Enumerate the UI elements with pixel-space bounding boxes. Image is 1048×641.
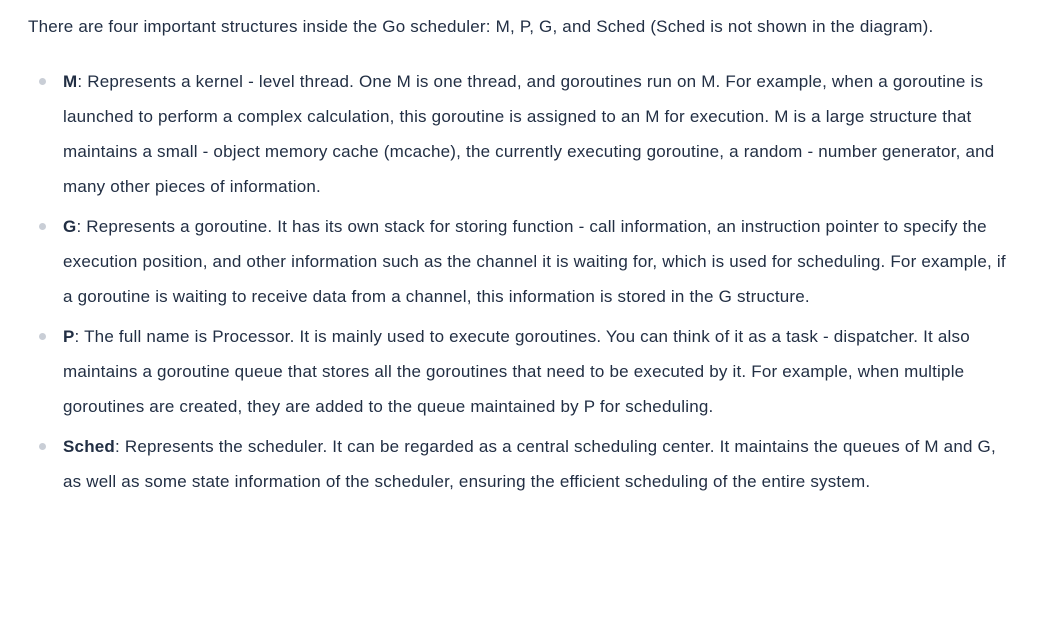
term-label-m: M	[63, 72, 78, 91]
list-item-m	[28, 64, 1012, 204]
bullet-icon	[39, 443, 46, 450]
structures-list	[28, 64, 1012, 499]
term-label-p: P	[63, 327, 75, 346]
item-text-p: : The full name is Processor. It is mainly used to execute goroutines. You can think of it as a task - dispatcher. It also maintains a goroutine queue that stores all the goroutines that need to be executed by it. For example, when multiple goroutines are created, they are added to the queue maintained by P for scheduling.	[63, 327, 970, 416]
term-label-sched: Sched	[63, 437, 116, 456]
list-item-sched	[28, 429, 1012, 499]
term-label-g: G	[63, 217, 77, 236]
item-text-g: : Represents a goroutine. It has its own stack for storing function - call information, an instruction pointer to specify the execution position, and other information such as the channel it is waiting for, which is used for scheduling. For example, if a goroutine is waiting to receive data from a channel, this information is stored in the G structure.	[63, 217, 1006, 306]
list-item-g	[28, 209, 1012, 314]
bullet-icon	[39, 333, 46, 340]
bullet-icon	[39, 223, 46, 230]
item-text-sched: : Represents the scheduler. It can be regarded as a central scheduling center. It maintains the queues of M and G, as well as some state information of the scheduler, ensuring the efficient scheduling of the entire system.	[63, 437, 996, 491]
list-item-p	[28, 319, 1012, 424]
intro-paragraph: There are four important structures inside the Go scheduler: M, P, G, and Sched (Sched is not shown in the diagram).	[28, 17, 934, 36]
bullet-icon	[39, 78, 46, 85]
item-text-m: : Represents a kernel - level thread. One M is one thread, and goroutines run on M. For example, when a goroutine is launched to perform a complex calculation, this goroutine is assigned to an M for execution. M is a large structure that maintains a small - object memory cache (mcache), the currently executing goroutine, a random - number generator, and many other pieces of information.	[63, 72, 995, 196]
